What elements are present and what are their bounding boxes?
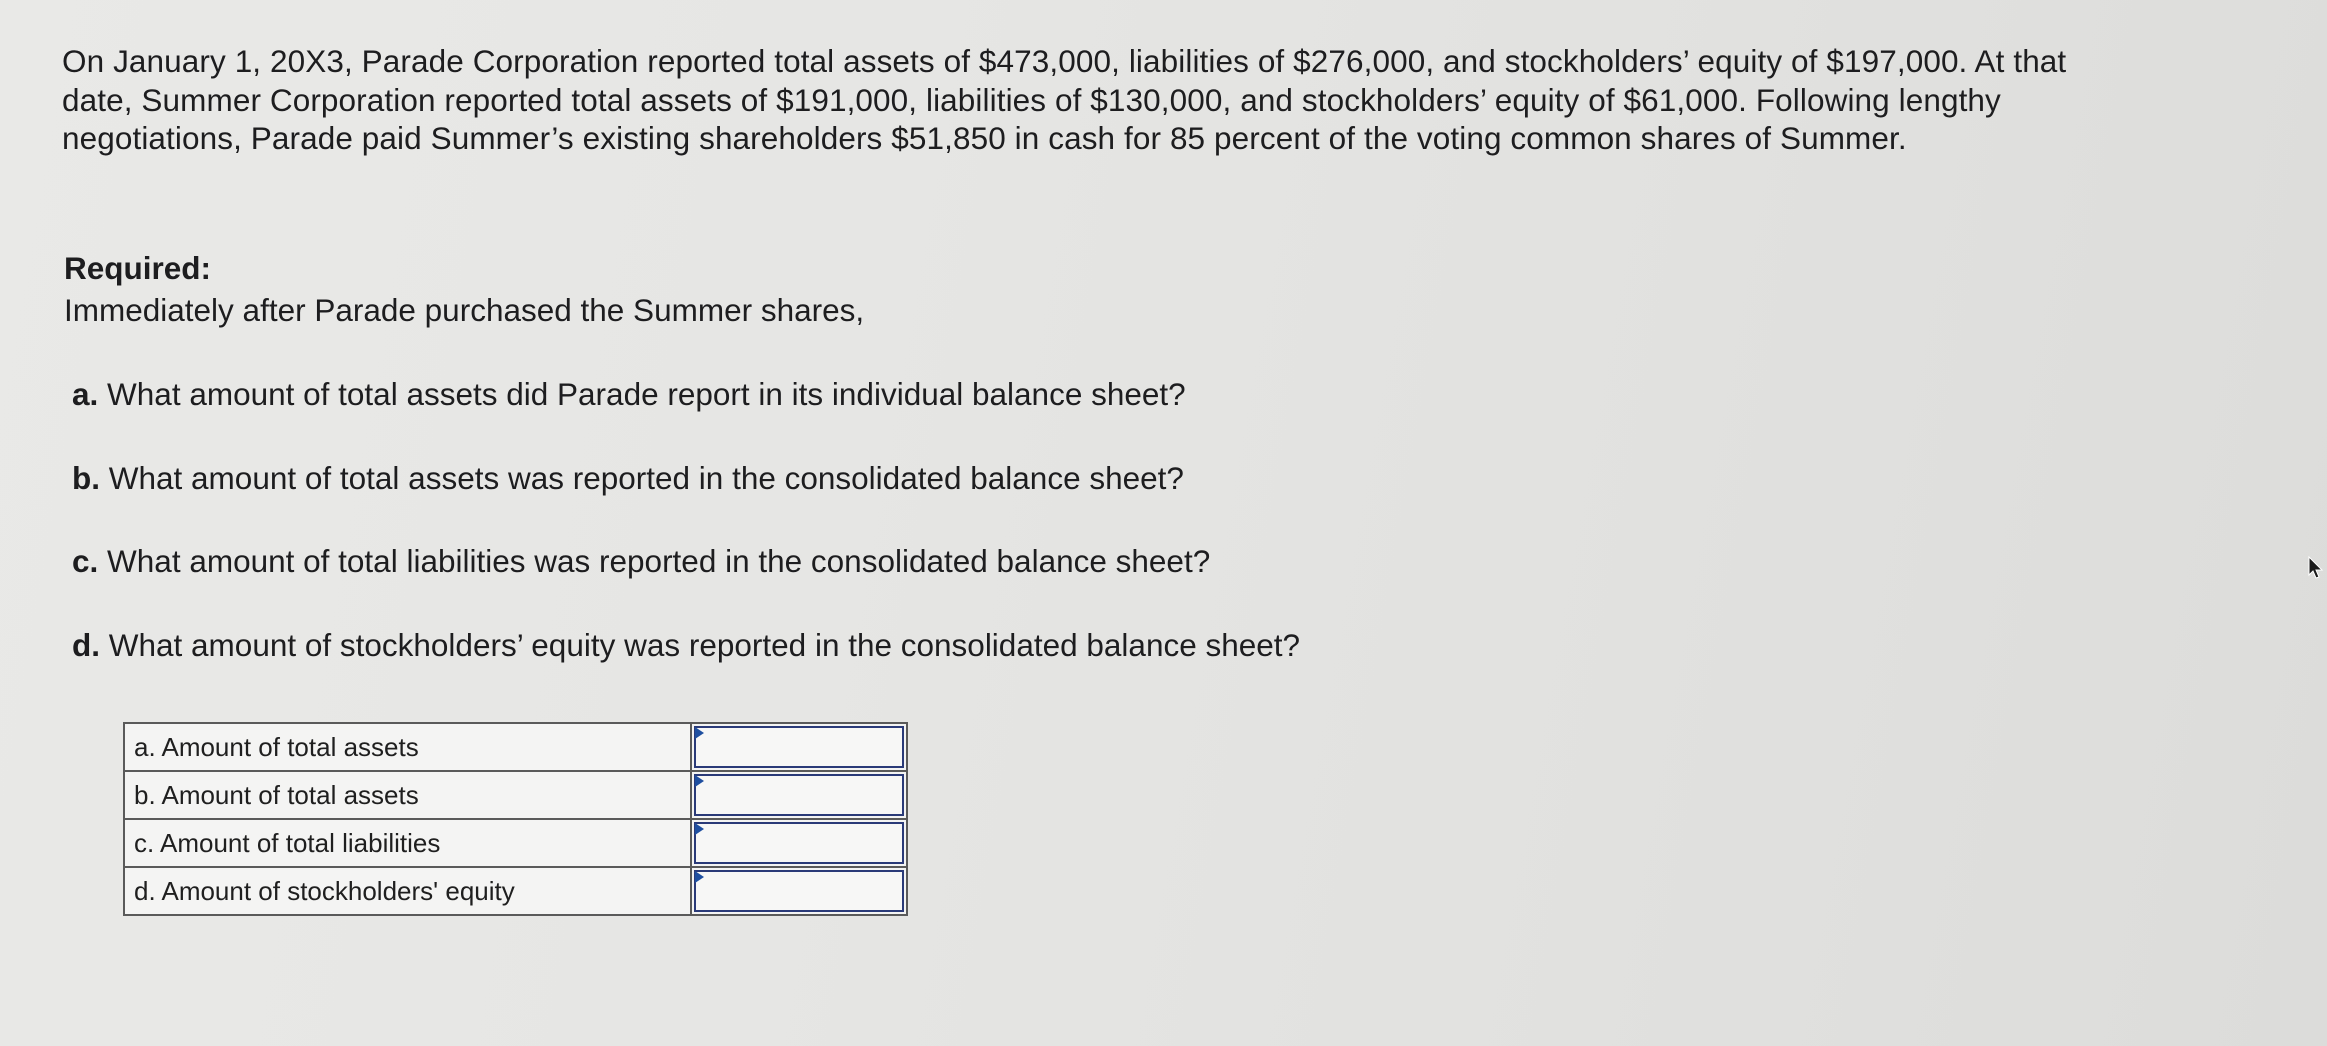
question-letter: a. xyxy=(72,376,99,412)
row-label-a: a. Amount of total assets xyxy=(124,723,691,771)
question-letter: d. xyxy=(72,627,100,663)
question-text: What amount of total liabilities was reported in the consolidated balance sheet? xyxy=(107,543,1211,579)
table-row xyxy=(124,819,907,867)
answer-cell-a xyxy=(691,723,907,771)
answer-cell-c xyxy=(691,819,907,867)
table-row xyxy=(124,867,907,915)
answer-input-b[interactable] xyxy=(694,774,904,816)
table-row xyxy=(124,723,907,771)
answer-cell-b xyxy=(691,771,907,819)
problem-paragraph: On January 1, 20X3, Parade Corporation reported total assets of $473,000, liabilities of $276,000, and stockholders’ equity of $197,000. At that date, Summer Corporation reported total assets of $191,000, liabilities of $130,000, and stockholders’ equity of $61,000. Following lengthy negotiations, Parade paid Summer’s existing shareholders $51,850 in cash for 85 percent of the voting common shares of Summer. xyxy=(62,43,2067,156)
answer-input-a[interactable] xyxy=(694,726,904,768)
required-heading: Required: xyxy=(64,250,212,286)
table-row xyxy=(124,771,907,819)
question-letter: c. xyxy=(72,543,99,579)
answer-cell-d xyxy=(691,867,907,915)
question-text: What amount of stockholders’ equity was reported in the consolidated balance sheet? xyxy=(108,627,1301,663)
question-d xyxy=(72,627,1300,664)
question-c xyxy=(72,543,1210,580)
answer-input-d[interactable] xyxy=(694,870,904,912)
row-label-d: d. Amount of stockholders' equity xyxy=(124,867,691,915)
question-a xyxy=(72,376,1186,413)
required-intro: Immediately after Parade purchased the Summer shares, xyxy=(64,292,865,328)
answer-table xyxy=(123,722,908,916)
question-text: What amount of total assets did Parade report in its individual balance sheet? xyxy=(107,376,1186,412)
row-label-c: c. Amount of total liabilities xyxy=(124,819,691,867)
question-letter: b. xyxy=(72,460,100,496)
question-text: What amount of total assets was reported in the consolidated balance sheet? xyxy=(108,460,1184,496)
mouse-pointer-icon xyxy=(2308,556,2324,585)
question-b xyxy=(72,460,1184,497)
problem-statement xyxy=(62,42,2102,158)
row-label-b: b. Amount of total assets xyxy=(124,771,691,819)
answer-input-c[interactable] xyxy=(694,822,904,864)
